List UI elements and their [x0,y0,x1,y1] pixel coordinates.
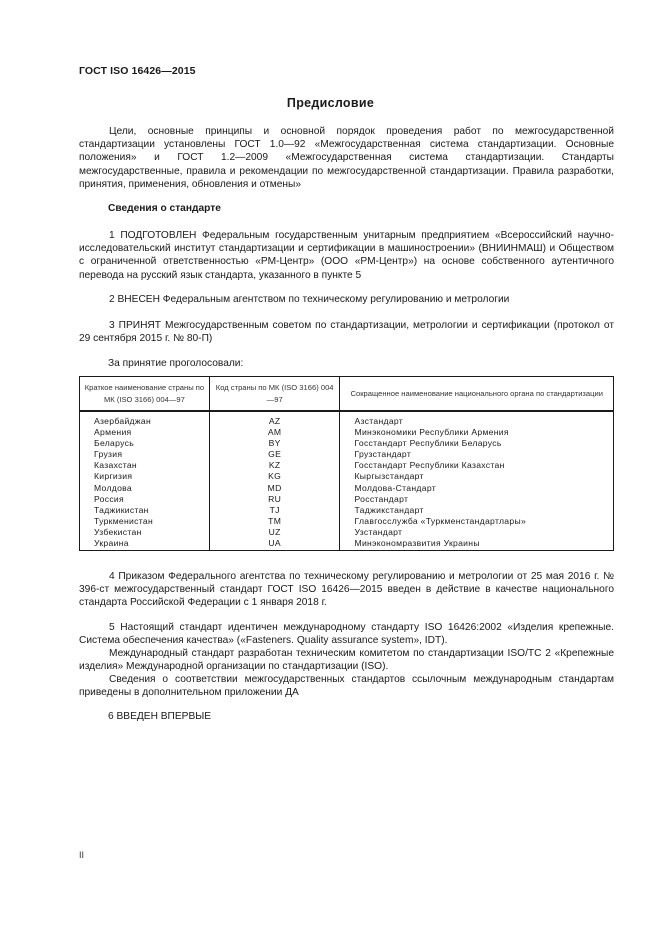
code-cell: MD [209,483,340,494]
item-4-text: 4 Приказом Федерального агентства по техническому регулированию и метрологии от 25 мая 2016 г. № 396-ст межгосударственный стандарт ГОСТ ISO 16426—2015 введен в действие в качестве национального стандарта Российской Федерации с 1 января 2018 г. [79,571,614,609]
code-cell: TM [209,516,340,527]
table-row [80,411,614,427]
intro-paragraph [79,125,614,191]
item-5c-text: Сведения о соответствии межгосударственных стандартов ссылочным международным стандартам приведены в дополнительном приложении ДА [79,674,614,699]
country-cell: Киргизия [80,471,210,482]
country-cell: Беларусь [80,438,210,449]
country-cell: Таджикистан [80,505,210,516]
item-1-paragraph [79,229,614,282]
code-cell: GE [209,449,340,460]
intro-text: Цели, основные принципы и основной порядок проведения работ по межгосударственной стандартизации установлены ГОСТ 1.0—92 «Межгосударственная система стандартизации. Основные положения» и ГОСТ 1.2—2009 «Межгосударственная система стандартизации. Стандарты межгосударственные, правила и рекомендации по межгосударственной стандартизации. Правила разработки, принятия, применения, обновления и отмены» [79,126,614,190]
country-cell: Узбекистан [80,527,210,538]
body-cell: Госстандарт Республики Беларусь [340,438,614,449]
code-cell: TJ [209,505,340,516]
item-3-paragraph [79,319,614,345]
code-cell: UZ [209,527,340,538]
country-cell: Армения [80,427,210,438]
table-row [80,527,614,538]
table-row [80,460,614,471]
table-row [80,449,614,460]
item-5c-paragraph [79,673,614,699]
code-cell: KZ [209,460,340,471]
country-cell: Молдова [80,483,210,494]
code-cell: KG [209,471,340,482]
body-cell: Госстандарт Республики Казахстан [340,460,614,471]
body-cell: Молдова-Стандарт [340,483,614,494]
body-cell: Минэкономики Республики Армения [340,427,614,438]
body-cell: Росстандарт [340,494,614,505]
body-cell: Главгосслужба «Туркменстандартлары» [340,516,614,527]
voted-label: За принятие проголосовали: [108,358,244,369]
section-heading: Сведения о стандарте [108,203,221,214]
body-cell: Минэкономразвития Украины [340,538,614,551]
header-code: Код страны по МК (ISO 3166) 004—97 [209,377,340,412]
code-cell: RU [209,494,340,505]
item-6-paragraph: 6 ВВЕДЕН ВПЕРВЫЕ [108,711,212,722]
table-row [80,438,614,449]
country-cell: Россия [80,494,210,505]
body-cell: Кыргызстандарт [340,471,614,482]
header-body: Сокращенное наименование национального органа по стандартизации [340,377,614,412]
table-header-row [80,377,614,412]
item-2-text: 2 ВНЕСЕН Федеральным агентством по техническому регулированию и метрологии [109,294,510,305]
item-5b-text: Международный стандарт разработан техническим комитетом по стандартизации ISO/TC 2 «Крепежные изделия» Международной организации по стандартизации (ISO). [79,648,614,673]
country-cell: Украина [80,538,210,551]
item-2-paragraph [79,293,614,306]
code-cell: BY [209,438,340,449]
table-row [80,516,614,527]
country-cell: Казахстан [80,460,210,471]
header-country: Краткое наименование страны по МК (ISO 3166) 004—97 [80,377,210,412]
standard-code: ГОСТ ISO 16426—2015 [79,65,196,77]
code-cell: AM [209,427,340,438]
body-cell: Таджикстандарт [340,505,614,516]
item-5a-text: 5 Настоящий стандарт идентичен международному стандарту ISO 16426:2002 «Изделия крепежные. Система обеспечения качества» («Fasteners. Quality assurance system», IDT). [79,622,614,647]
table-row [80,471,614,482]
table-row [80,427,614,438]
code-cell: UA [209,538,340,551]
body-cell: Грузстандарт [340,449,614,460]
page-number: II [79,850,85,860]
table-row [80,483,614,494]
body-cell: Узстандарт [340,527,614,538]
body-cell: Азстандарт [340,411,614,427]
table-row [80,494,614,505]
code-cell: AZ [209,411,340,427]
country-cell: Грузия [80,449,210,460]
country-cell: Азербайджан [80,411,210,427]
item-4-paragraph [79,570,614,610]
item-5-paragraph [79,621,614,647]
item-1-text: 1 ПОДГОТОВЛЕН Федеральным государственным унитарным предприятием «Всероссийский научно-исследовательский институт стандартизации и сертификации в машиностроении» (ВНИИНМАШ) и Обществом с ограниченной ответственностью «РМ-Центр» (ООО «РМ-Центр») на основе собственного аутентичного перевода на русский язык стандарта, указанного в пункте 5 [79,230,614,281]
item-5b-paragraph [79,647,614,673]
table-row [80,505,614,516]
page-title: Предисловие [286,96,375,110]
country-cell: Туркменистан [80,516,210,527]
item-3-text: 3 ПРИНЯТ Межгосударственным советом по стандартизации, метрологии и сертификации (протокол от 29 сентября 2015 г. № 80-П) [79,320,614,345]
table-row [80,538,614,551]
voting-table [79,376,614,551]
